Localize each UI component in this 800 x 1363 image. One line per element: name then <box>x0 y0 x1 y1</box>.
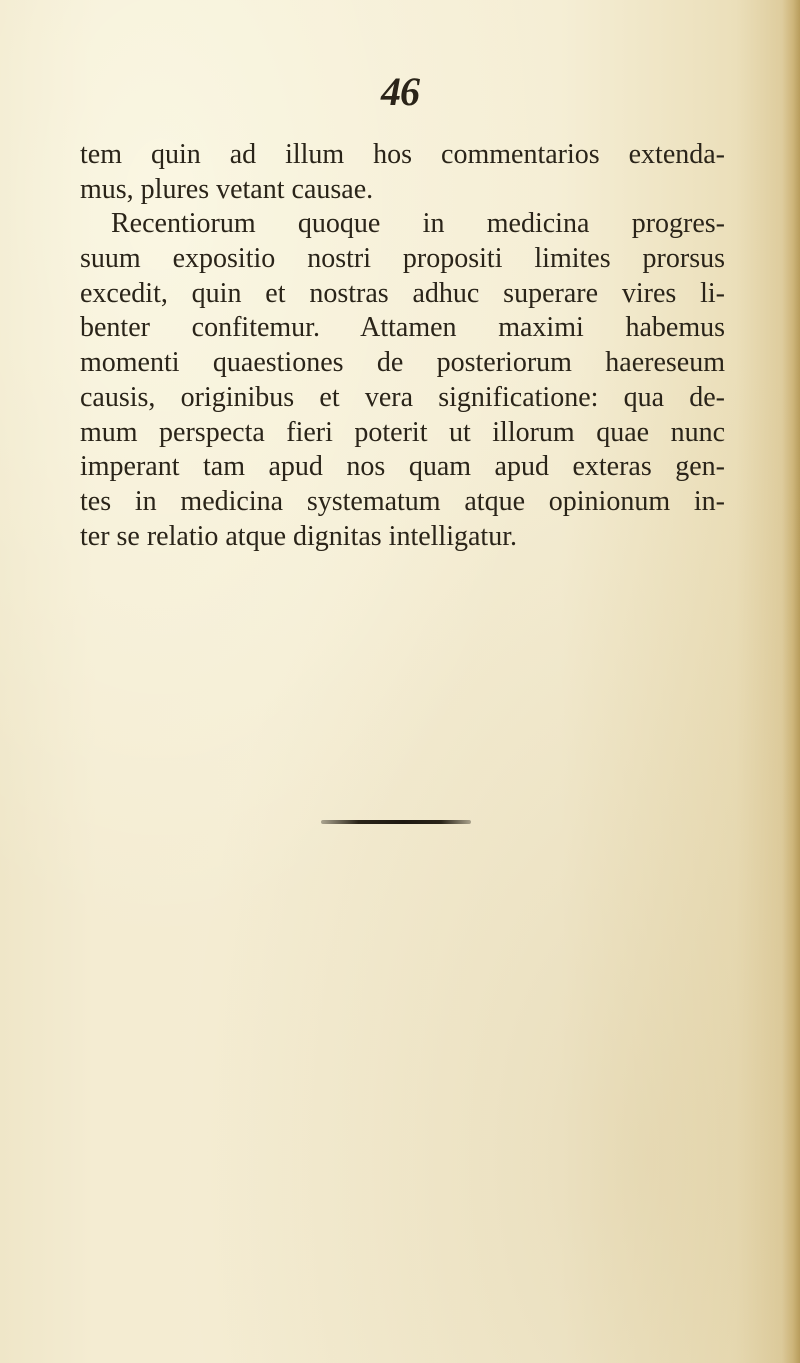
body-text <box>80 138 725 554</box>
section-end-rule <box>321 820 471 824</box>
text-line: benter confitemur. Attamen maximi habemus <box>80 312 725 344</box>
text-line: excedit, quin et nostras adhuc superare vires li- <box>80 277 725 309</box>
text-line: momenti quaestiones de posteriorum haereseum <box>80 347 725 379</box>
page-number: 46 <box>381 69 419 114</box>
text-line: ter se relatio atque dignitas intelligatur. <box>80 520 517 552</box>
text-line: Recentiorum quoque in medicina progres- <box>111 208 725 240</box>
text-line: tes in medicina systematum atque opinionum in- <box>80 485 725 517</box>
text-line: tem quin ad illum hos commentarios extenda- <box>80 139 725 170</box>
text-line: suum expositio nostri propositi limites prorsus <box>80 243 725 275</box>
text-line: imperant tam apud nos quam apud exteras gen- <box>80 451 725 483</box>
text-line: causis, originibus et vera significatione: qua de- <box>80 381 725 413</box>
text-line: mum perspecta fieri poterit ut illorum quae nunc <box>80 416 725 448</box>
text-line: mus, plures vetant causae. <box>80 173 374 205</box>
page-edge-shadow <box>782 0 800 1363</box>
